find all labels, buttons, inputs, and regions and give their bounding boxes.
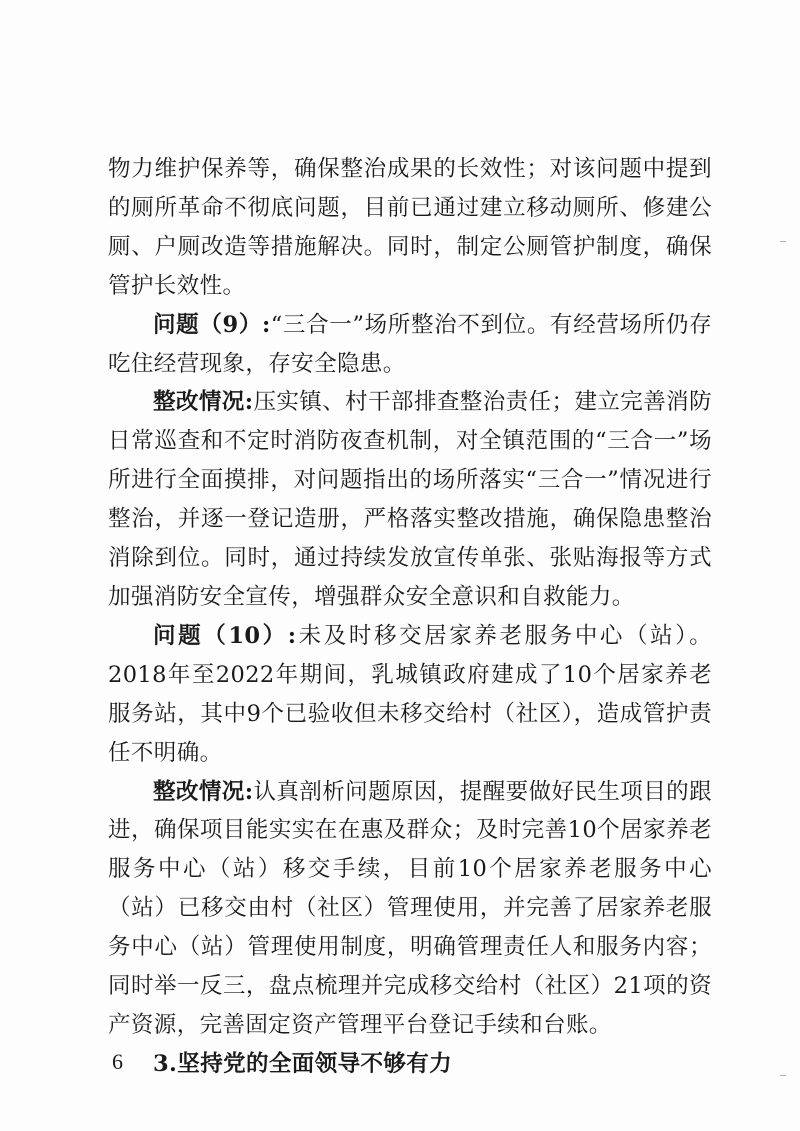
margin-mark: [780, 1075, 786, 1076]
rectification-10-label: 整改情况:: [153, 778, 254, 805]
issue-10-label: 问题（10）:: [153, 622, 297, 649]
paragraph-issue-9: [108, 306, 712, 384]
paragraph-continuation: 物力维护保养等，确保整治成果的长效性；对该问题中提到的厕所革命不彻底问题，目前已通过建立移动厕所、修建公厕、户厕改造等措施解决。同时，制定公厕管护制度，确保管护长效性。: [108, 156, 712, 299]
section-heading: 3.坚持党的全面领导不够有力: [153, 1050, 453, 1077]
paragraph-rectification-9: [108, 383, 712, 616]
margin-mark: [780, 241, 786, 242]
rectification-10-text: 认真剖析问题原因，提醒要做好民生项目的跟进，确保项目能实实在在惠及群众；及时完善10个居家养老服务中心（站）移交手续，目前10个居家养老服务中心（站）已移交由村（社区）管理使用，并完善了居家养老服务中心（站）管理使用制度，明确管理责任人和服务内容；同时举一反三，盘点梳理并完成移交给村（社区）21项的资产资源，完善固定资产管理平台登记手续和台账。: [108, 778, 712, 1038]
document-body: [108, 150, 712, 1084]
issue-10-text: 未及时移交居家养老服务中心（站）。2018年至2022年期间，乳城镇政府建成了10个居家养老服务站，其中9个已验收但未移交给村（社区），造成管护责任不明确。: [108, 622, 712, 766]
rectification-9-label: 整改情况:: [153, 389, 254, 416]
paragraph-issue-10: [108, 617, 712, 773]
page-number: 6: [112, 1049, 123, 1074]
issue-9-text: “三合一”场所整治不到位。有经营场所仍存吃住经营现象，存安全隐患。: [108, 311, 712, 377]
issue-9-label: 问题（9）:: [153, 311, 271, 338]
rectification-9-text: 压实镇、村干部排查整治责任；建立完善消防日常巡查和不定时消防夜查机制，对全镇范围的“三合一”场所进行全面摸排，对问题指出的场所落实“三合一”情况进行整治，并逐一登记造册，严格落实整改措施，确保隐患整治消除到位。同时，通过持续发放宣传单张、张贴海报等方式加强消防安全宣传，增强群众安全意识和自救能力。: [108, 389, 712, 610]
paragraph-rectification-10: [108, 773, 712, 1045]
